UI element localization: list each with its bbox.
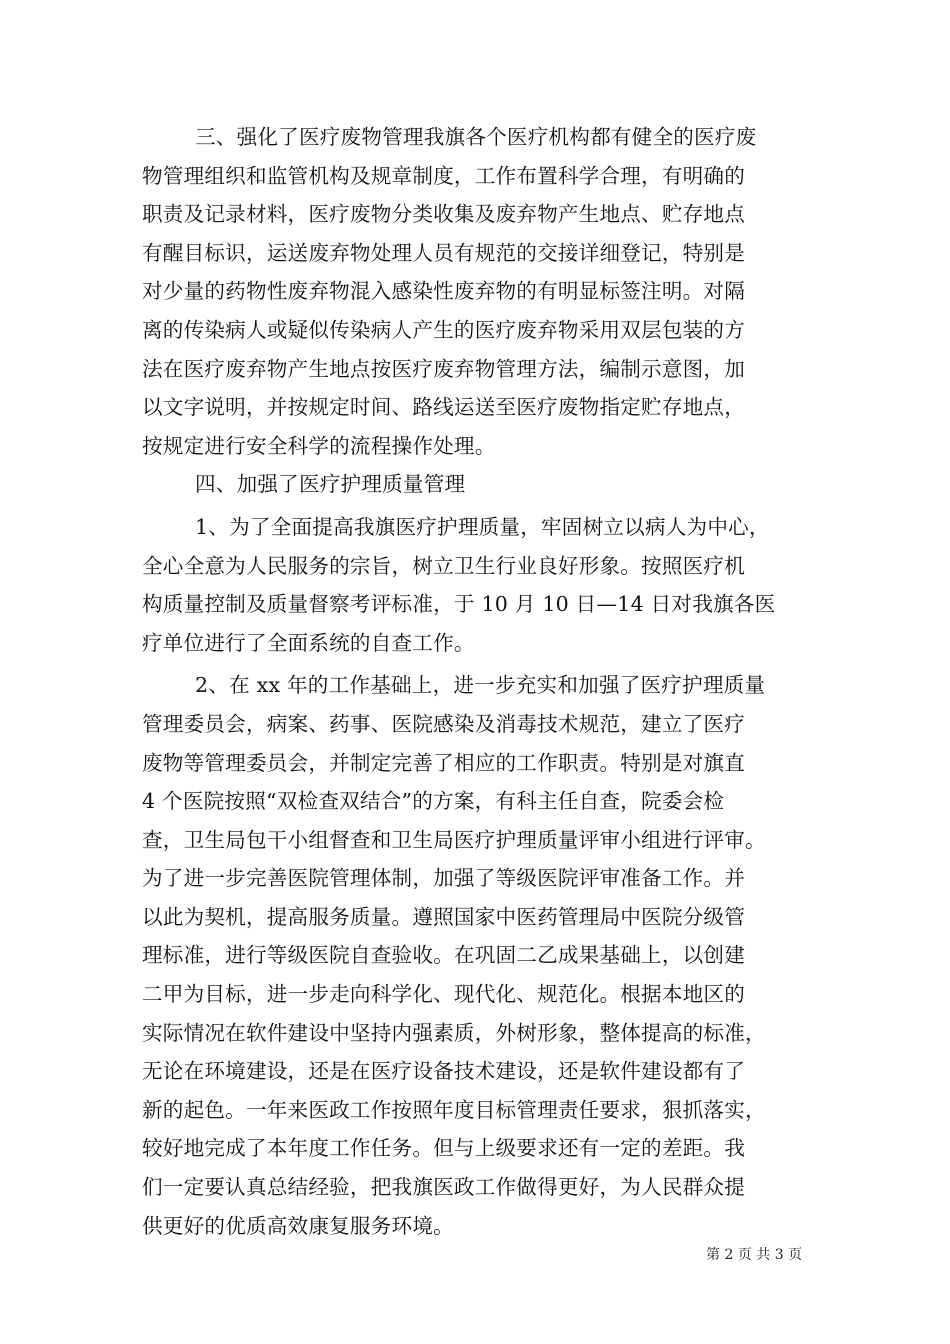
text-line: 新的起色。一年来医政工作按照年度目标管理责任要求，狠抓落实， [142,1097,766,1122]
document-body [142,118,806,1245]
text-line: 2、在 xx 年的工作基础上，进一步充实和加强了医疗护理质量 [195,673,766,698]
text-line: 全心全意为人民服务的宗旨，树立卫生行业良好形象。按照医疗机 [142,553,746,578]
page-number-footer: 第 2 页 共 3 页 [706,1247,803,1263]
text-line: 管理委员会，病案、药事、医院感染及消毒技术规范，建立了医疗 [142,711,746,736]
text-line: 们一定要认真总结经验，把我旗医政工作做得更好，为人民群众提 [142,1175,746,1200]
paragraph [142,666,806,1245]
text-line: 职责及记录材料，医疗废物分类收集及废弃物产生地点、贮存地点 [142,202,746,227]
text-line: 无论在环境建设，还是在医疗设备技术建设，还是软件建设都有了 [142,1059,746,1084]
text-line: 离的传染病人或疑似传染病人产生的医疗废弃物采用双层包装的方 [142,317,746,342]
paragraph [142,118,806,465]
paragraph [142,508,806,662]
text-line: 查，卫生局包干小组督查和卫生局医疗护理质量评审小组进行评审。 [142,827,766,852]
text-line: 较好地完成了本年度工作任务。但与上级要求还有一定的差距。我 [142,1136,746,1161]
text-line: 废物等管理委员会，并制定完善了相应的工作职责。特别是对旗直 [142,750,746,775]
text-line: 疗单位进行了全面系统的自查工作。 [142,630,475,655]
text-line: 供更好的优质高效康复服务环境。 [142,1213,454,1238]
text-line: 理标准，进行等级医院自查验收。在巩固二乙成果基础上，以创建 [142,943,746,968]
paragraph [142,465,806,504]
text-line: 为了进一步完善医院管理体制，加强了等级医院评审准备工作。并 [142,866,746,891]
text-line: 物管理组织和监管机构及规章制度，工作布置科学合理，有明确的 [142,163,746,188]
text-line: 四、加强了医疗护理质量管理 [195,472,466,497]
text-line: 4 个医院按照“双检查双结合”的方案，有科主任自查，院委会检 [142,789,725,814]
text-line: 以此为契机，提高服务质量。遵照国家中医药管理局中医院分级管 [142,904,746,929]
text-line: 有醒目标识，运送废弃物处理人员有规范的交接详细登记，特别是 [142,240,746,265]
text-line: 法在医疗废弃物产生地点按医疗废弃物管理方法，编制示意图，加 [142,356,746,381]
text-line: 实际情况在软件建设中坚持内强素质，外树形象，整体提高的标准， [142,1020,766,1045]
text-line: 对少量的药物性废弃物混入感染性废弃物的有明显标签注明。对隔 [142,279,746,304]
text-line: 二甲为目标，进一步走向科学化、现代化、规范化。根据本地区的 [142,982,746,1007]
text-line: 三、强化了医疗废物管理我旗各个医疗机构都有健全的医疗废 [195,125,757,149]
text-line: 按规定进行安全科学的流程操作处理。 [142,433,496,458]
text-line: 以文字说明，并按规定时间、路线运送至医疗废物指定贮存地点， [142,395,746,420]
text-line: 1、为了全面提高我旗医疗护理质量，牢固树立以病人为中心， [195,514,770,539]
text-line: 构质量控制及质量督察考评标准，于 10 月 10 日—14 日对我旗各医 [142,592,776,617]
